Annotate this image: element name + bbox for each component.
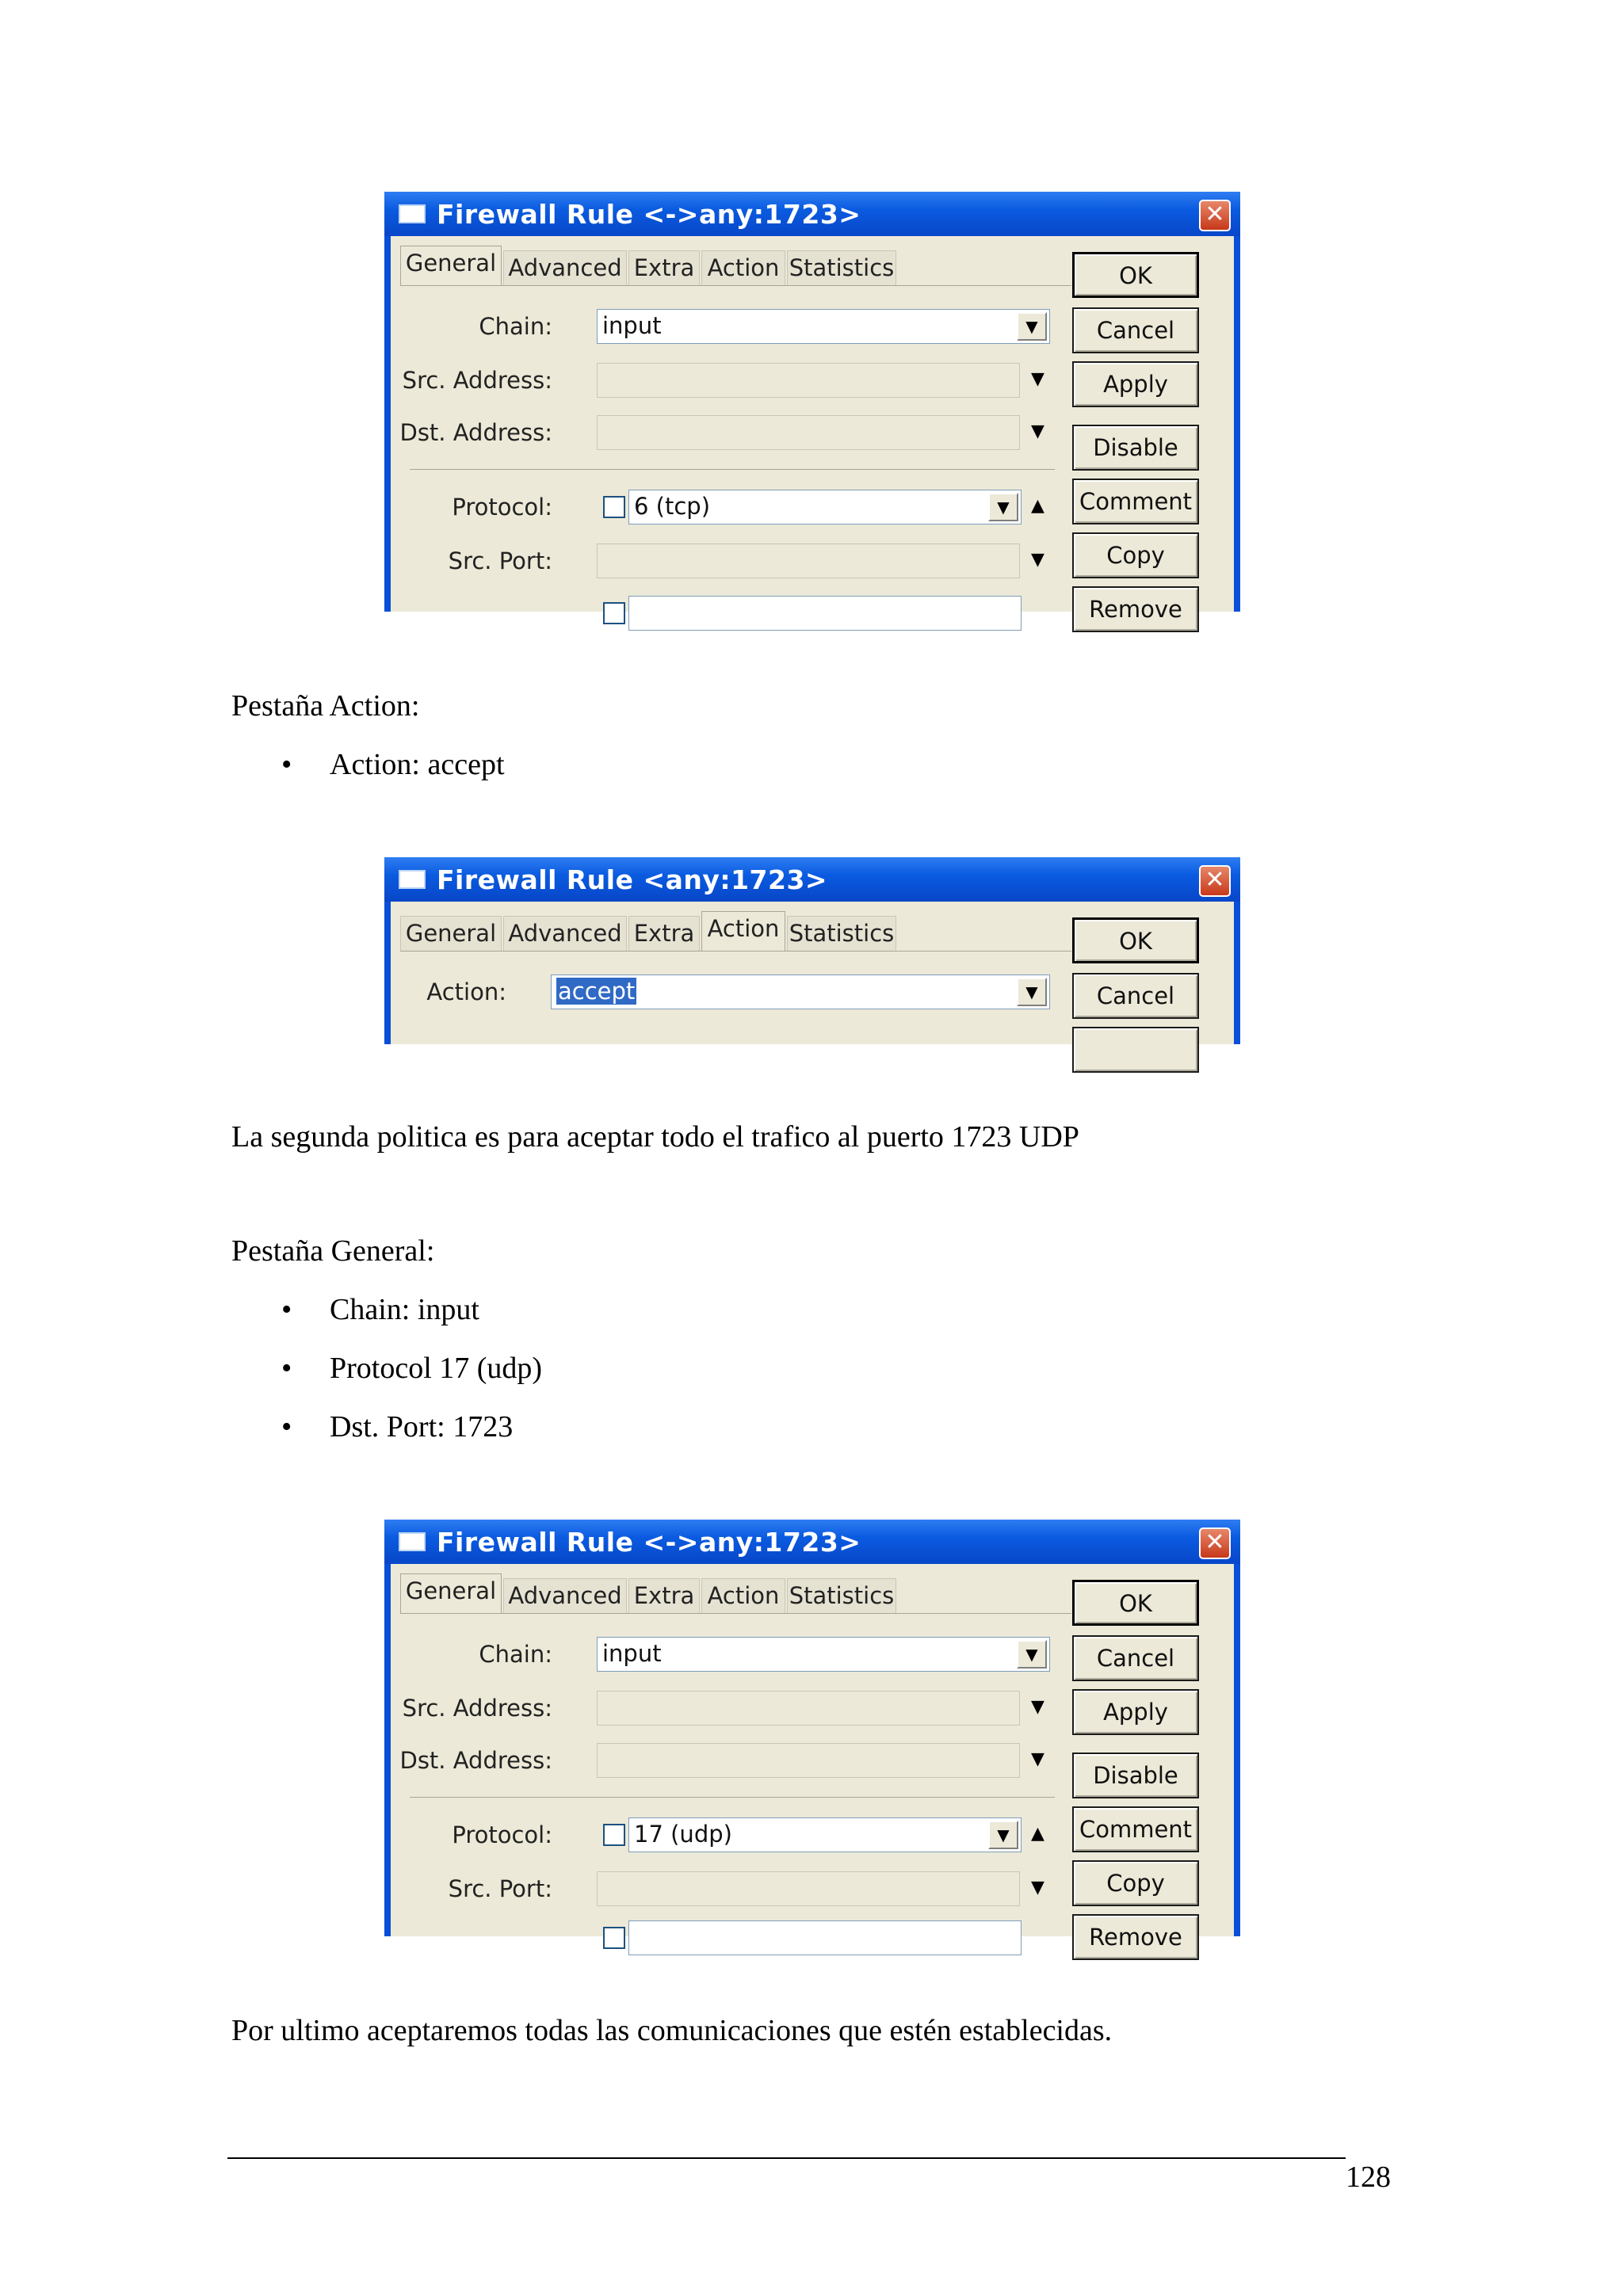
copy-button[interactable]: Copy (1072, 532, 1199, 578)
bullet-icon: • (281, 1352, 292, 1385)
triangle-up-icon[interactable]: ▲ (1031, 496, 1044, 516)
firewall-rule-window-2 (384, 857, 1240, 1044)
page-number: 128 (1346, 2161, 1391, 2194)
src-port-field[interactable] (597, 1871, 1020, 1906)
close-icon[interactable]: ✕ (1199, 1527, 1231, 1559)
disable-button[interactable]: Disable (1072, 1753, 1199, 1798)
tab-general[interactable]: General (400, 246, 502, 285)
bullet-icon: • (281, 1293, 292, 1326)
window-icon (399, 1532, 426, 1551)
action-select[interactable] (551, 974, 1050, 1009)
bullet-list-action (231, 746, 505, 805)
remove-button[interactable]: Remove (1072, 586, 1199, 632)
window-icon (399, 870, 426, 889)
chain-label: Chain: (479, 313, 552, 340)
cancel-button[interactable]: Cancel (1072, 307, 1199, 353)
action-value: accept (558, 978, 636, 1005)
firewall-rule-window-1 (384, 192, 1240, 623)
chain-select[interactable] (597, 309, 1050, 344)
bullet-list-general (231, 1291, 542, 1467)
src-address-label: Src. Address: (402, 367, 552, 394)
close-icon[interactable]: ✕ (1199, 200, 1231, 231)
list-item (231, 1409, 542, 1467)
src-port-field[interactable] (597, 543, 1020, 578)
list-item (231, 1350, 542, 1409)
src-address-field[interactable] (597, 1691, 1020, 1726)
copy-button[interactable]: Copy (1072, 1860, 1199, 1906)
list-item-text: Dst. Port: 1723 (330, 1410, 514, 1444)
apply-button[interactable]: Apply (1072, 361, 1199, 407)
title-bar[interactable] (384, 1520, 1240, 1564)
protocol-negate-checkbox[interactable] (603, 496, 625, 518)
bullet-icon: • (281, 1410, 292, 1444)
dst-address-label: Dst. Address: (399, 1747, 552, 1774)
tab-statistics[interactable]: Statistics (787, 1578, 896, 1613)
comment-button[interactable]: Comment (1072, 479, 1199, 524)
list-item (231, 746, 505, 805)
tab-separator (400, 285, 1071, 286)
tab-general[interactable]: General (400, 1573, 502, 1613)
action-label: Action: (426, 978, 506, 1005)
ok-button[interactable]: OK (1072, 252, 1199, 298)
title-bar[interactable] (384, 192, 1240, 236)
dst-address-field[interactable] (597, 1743, 1020, 1778)
tab-action[interactable]: Action (701, 911, 785, 951)
protocol-select[interactable] (628, 1817, 1022, 1852)
tab-statistics[interactable]: Statistics (787, 916, 896, 951)
protocol-label: Protocol: (452, 1821, 552, 1848)
list-item-text: Chain: input (330, 1293, 479, 1326)
footer-rule (227, 2157, 1346, 2159)
dst-address-field[interactable] (597, 415, 1020, 450)
window-body (391, 236, 1234, 623)
dst-port-field[interactable] (628, 596, 1022, 631)
protocol-negate-checkbox[interactable] (603, 1824, 625, 1846)
src-address-field[interactable] (597, 363, 1020, 398)
list-item (231, 1291, 542, 1350)
protocol-label: Protocol: (452, 494, 552, 521)
chevron-down-icon[interactable]: ▼ (988, 1821, 1018, 1849)
window-title: Firewall Rule <->any:1723> (437, 199, 861, 230)
list-item-text: Protocol 17 (udp) (330, 1352, 543, 1385)
dst-port-field[interactable] (628, 1920, 1022, 1955)
protocol-select[interactable] (628, 490, 1022, 524)
title-bar[interactable] (384, 857, 1240, 902)
tab-statistics[interactable]: Statistics (787, 250, 896, 285)
firewall-rule-window-3 (384, 1520, 1240, 1951)
tab-extra[interactable]: Extra (628, 916, 700, 951)
triangle-down-icon[interactable]: ▼ (1031, 1749, 1044, 1769)
window-icon (399, 204, 426, 223)
tab-general[interactable]: General (400, 916, 502, 951)
window-title: Firewall Rule <->any:1723> (437, 1527, 861, 1558)
ok-button[interactable]: OK (1072, 1580, 1199, 1626)
tab-action[interactable]: Action (701, 1578, 785, 1613)
section-heading-general: Pestaña General: (231, 1234, 435, 1268)
closing-paragraph: Por ultimo aceptaremos todas las comunicaciones que estén establecidas. (231, 2014, 1113, 2047)
comment-button[interactable]: Comment (1072, 1806, 1199, 1852)
disable-button[interactable]: Disable (1072, 425, 1199, 471)
chevron-down-icon[interactable]: ▼ (1017, 978, 1047, 1006)
src-port-label: Src. Port: (448, 1875, 552, 1902)
triangle-down-icon[interactable]: ▼ (1031, 421, 1044, 441)
chain-label: Chain: (479, 1641, 552, 1668)
tab-advanced[interactable]: Advanced (503, 916, 627, 951)
chain-value: input (602, 1640, 662, 1667)
dst-port-negate-checkbox[interactable] (603, 1927, 625, 1949)
list-item-text: Action: accept (330, 748, 505, 781)
protocol-value: 6 (tcp) (634, 493, 711, 520)
cancel-button[interactable]: Cancel (1072, 973, 1199, 1019)
close-icon[interactable]: ✕ (1199, 865, 1231, 897)
apply-button[interactable]: Apply (1072, 1689, 1199, 1735)
dst-port-negate-checkbox[interactable] (603, 602, 625, 624)
src-address-label: Src. Address: (402, 1695, 552, 1722)
section-divider (410, 1797, 1055, 1798)
tab-extra[interactable]: Extra (628, 250, 700, 285)
cancel-button[interactable]: Cancel (1072, 1635, 1199, 1681)
section-heading-action: Pestaña Action: (231, 689, 420, 723)
window-body (391, 1564, 1234, 1951)
tab-advanced[interactable]: Advanced (503, 1578, 627, 1613)
tab-action[interactable]: Action (701, 250, 785, 285)
tab-extra[interactable]: Extra (628, 1578, 700, 1613)
protocol-value: 17 (udp) (634, 1821, 732, 1848)
remove-button[interactable]: Remove (1072, 1914, 1199, 1960)
triangle-down-icon[interactable]: ▼ (1031, 1878, 1044, 1897)
ok-button[interactable]: OK (1072, 917, 1199, 963)
paragraph-udp: La segunda politica es para aceptar todo el trafico al puerto 1723 UDP (231, 1120, 1079, 1154)
tab-separator (400, 1613, 1071, 1614)
triangle-down-icon[interactable]: ▼ (1031, 1697, 1044, 1717)
window-body (391, 902, 1234, 1044)
triangle-up-icon[interactable]: ▲ (1031, 1824, 1044, 1844)
triangle-down-icon[interactable]: ▼ (1031, 369, 1044, 389)
chain-value: input (602, 312, 662, 339)
apply-button-partial[interactable] (1072, 1027, 1199, 1073)
tab-separator (400, 951, 1071, 952)
tab-advanced[interactable]: Advanced (503, 250, 627, 285)
chain-select[interactable] (597, 1637, 1050, 1672)
triangle-down-icon[interactable]: ▼ (1031, 550, 1044, 570)
section-divider (410, 469, 1055, 470)
bullet-icon: • (281, 748, 292, 781)
chevron-down-icon[interactable]: ▼ (1017, 312, 1047, 341)
window-title: Firewall Rule <any:1723> (437, 864, 828, 895)
chevron-down-icon[interactable]: ▼ (988, 493, 1018, 521)
src-port-label: Src. Port: (448, 547, 552, 574)
chevron-down-icon[interactable]: ▼ (1017, 1640, 1047, 1669)
dst-address-label: Dst. Address: (399, 419, 552, 446)
